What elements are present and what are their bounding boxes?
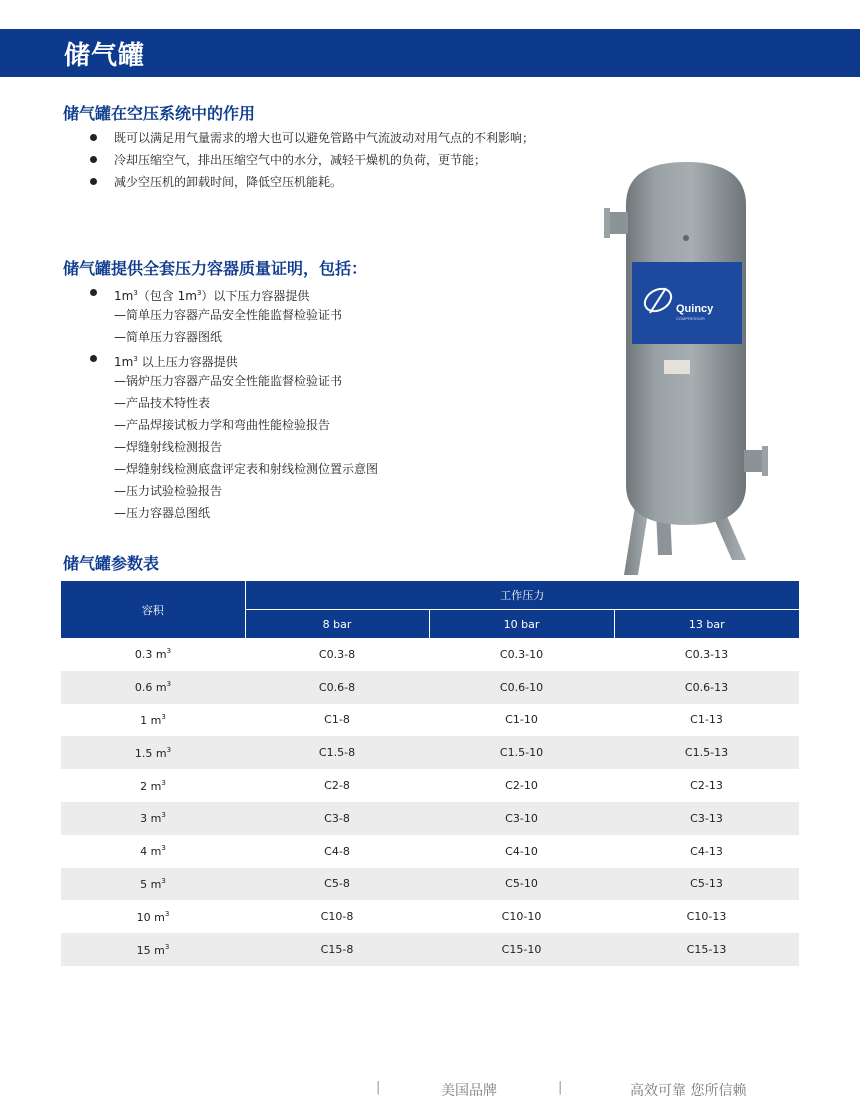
tank-nozzle xyxy=(744,450,764,472)
model-cell: C0.6-8 xyxy=(245,671,429,704)
model-cell: C2-13 xyxy=(690,779,723,793)
model-cell: C1.5-8 xyxy=(245,736,429,769)
capacity-cell: 0.3 $m^3$ xyxy=(134,647,172,662)
table-row xyxy=(61,900,799,933)
model-cell: C10-8 xyxy=(320,910,354,924)
table-row xyxy=(61,835,799,868)
model-cell: C2-8 xyxy=(324,779,350,793)
footer-slogan-brand: 美国品牌 xyxy=(441,1083,497,1099)
list-item: —锅炉压力容器产品安全性能监督检验证书 xyxy=(114,374,343,388)
table-row xyxy=(61,671,799,704)
table-row xyxy=(61,868,799,901)
table-title: 储气罐参数表 xyxy=(63,554,160,573)
list-item: $1m^3$ 以上压力容器提供 xyxy=(90,348,378,370)
capacity-cell: 1.5 $m^3$ xyxy=(61,736,245,769)
nameplate xyxy=(664,360,690,374)
model-cell: C3-13 xyxy=(614,802,799,835)
section-title-role: 储气罐在空压系统中的作用 xyxy=(63,104,256,123)
capacity-header: 容积 xyxy=(61,581,245,638)
model-cell: C1-8 xyxy=(324,713,350,727)
table-row xyxy=(61,933,799,966)
model-cell: C5-13 xyxy=(614,868,799,901)
page-header xyxy=(0,29,860,77)
capacity-cell: 1 $m^3$ xyxy=(140,712,166,727)
capacity-cell: 10 $m^3$ xyxy=(136,909,170,924)
list-item: —焊缝射线检测底盘评定表和射线检测位置示意图 xyxy=(114,462,379,476)
model-cell: C4-10 xyxy=(505,844,538,858)
pressure-13bar-header: 13 bar xyxy=(614,610,799,639)
model-cell: C15-8 xyxy=(245,933,429,966)
model-cell: C10-10 xyxy=(501,910,542,924)
pressure-8bar-header: 8 bar xyxy=(245,610,429,639)
list-item: 冷却压缩空气，排出压缩空气中的水分，减轻干燥机的负荷，更节能； xyxy=(90,149,534,171)
bullet-icon xyxy=(90,156,97,163)
capacity-cell: 0.6 $m^3$ xyxy=(61,671,245,704)
list-item: —简单压力容器图纸 xyxy=(114,330,223,344)
pressure-10bar-header: 10 bar xyxy=(429,610,614,639)
air-tank-image xyxy=(598,150,778,580)
certificate-list xyxy=(90,282,378,524)
tank-flange xyxy=(762,446,768,476)
list-item: 减少空压机的卸载时间，降低空压机能耗。 xyxy=(90,171,534,193)
model-cell: C5-10 xyxy=(429,868,614,901)
model-cell: C0.3-8 xyxy=(318,647,356,661)
model-cell: C1.5-13 xyxy=(614,736,799,769)
bullet-icon xyxy=(90,289,97,296)
model-cell: C0.6-13 xyxy=(614,671,799,704)
capacity-cell: 5 $m^3$ xyxy=(61,868,245,901)
model-cell: C0.3-13 xyxy=(684,647,729,661)
model-cell: C0.3-10 xyxy=(499,647,544,661)
tank-nozzle xyxy=(608,212,628,234)
model-cell: C3-10 xyxy=(429,802,614,835)
tank-port xyxy=(683,235,689,241)
model-cell: C0.6-10 xyxy=(429,671,614,704)
model-cell: C10-13 xyxy=(686,910,727,924)
spec-table xyxy=(61,581,799,966)
section-title-certificates: 储气罐提供全套压力容器质量证明，包括： xyxy=(63,259,368,278)
list-item: —焊缝射线检测报告 xyxy=(114,440,223,454)
table-row xyxy=(61,736,799,769)
footer-slogan-trust: 高效可靠 您所信赖 xyxy=(630,1083,747,1099)
list-item: 既可以满足用气量需求的增大也可以避免管路中气流波动对用气点的不利影响； xyxy=(90,127,534,149)
pressure-header: 工作压力 xyxy=(245,581,799,610)
model-cell: C4-8 xyxy=(324,844,350,858)
capacity-cell: 4 $m^3$ xyxy=(140,844,166,859)
model-cell: C1-13 xyxy=(690,713,723,727)
list-item: —产品焊接试板力学和弯曲性能检验报告 xyxy=(114,418,331,432)
model-cell: C15-10 xyxy=(429,933,614,966)
table-row xyxy=(61,638,799,671)
model-cell: C15-13 xyxy=(614,933,799,966)
brand-name: Quincy xyxy=(676,303,714,315)
footer-separator: | xyxy=(376,1080,381,1095)
page-title: 储气罐 xyxy=(64,41,146,71)
table-row xyxy=(61,769,799,802)
model-cell: C1-10 xyxy=(505,713,538,727)
list-item: —压力试验检验报告 xyxy=(114,484,223,498)
capacity-cell: 15 $m^3$ xyxy=(61,933,245,966)
brand-subtitle: COMPRESSOR xyxy=(676,316,705,321)
bullet-icon xyxy=(90,134,97,141)
table-row xyxy=(61,802,799,835)
model-cell: C2-10 xyxy=(505,779,538,793)
model-cell: C3-8 xyxy=(245,802,429,835)
footer-separator: | xyxy=(558,1080,563,1095)
role-bullet-list xyxy=(90,127,534,193)
list-item: —产品技术特性表 xyxy=(114,396,211,410)
tank-flange xyxy=(604,208,610,238)
list-item: —简单压力容器产品安全性能监督检验证书 xyxy=(114,308,343,322)
model-cell: C5-8 xyxy=(245,868,429,901)
capacity-cell: 2 $m^3$ xyxy=(140,778,166,793)
capacity-cell: 3 $m^3$ xyxy=(61,802,245,835)
list-item: $1m^3$（包含 $1m^3$）以下压力容器提供 xyxy=(90,282,378,304)
model-cell: C4-13 xyxy=(690,844,723,858)
bullet-icon xyxy=(90,178,97,185)
model-cell: C1.5-10 xyxy=(429,736,614,769)
list-item: —压力容器总图纸 xyxy=(114,506,211,520)
bullet-icon xyxy=(90,355,97,362)
table-row xyxy=(61,704,799,737)
